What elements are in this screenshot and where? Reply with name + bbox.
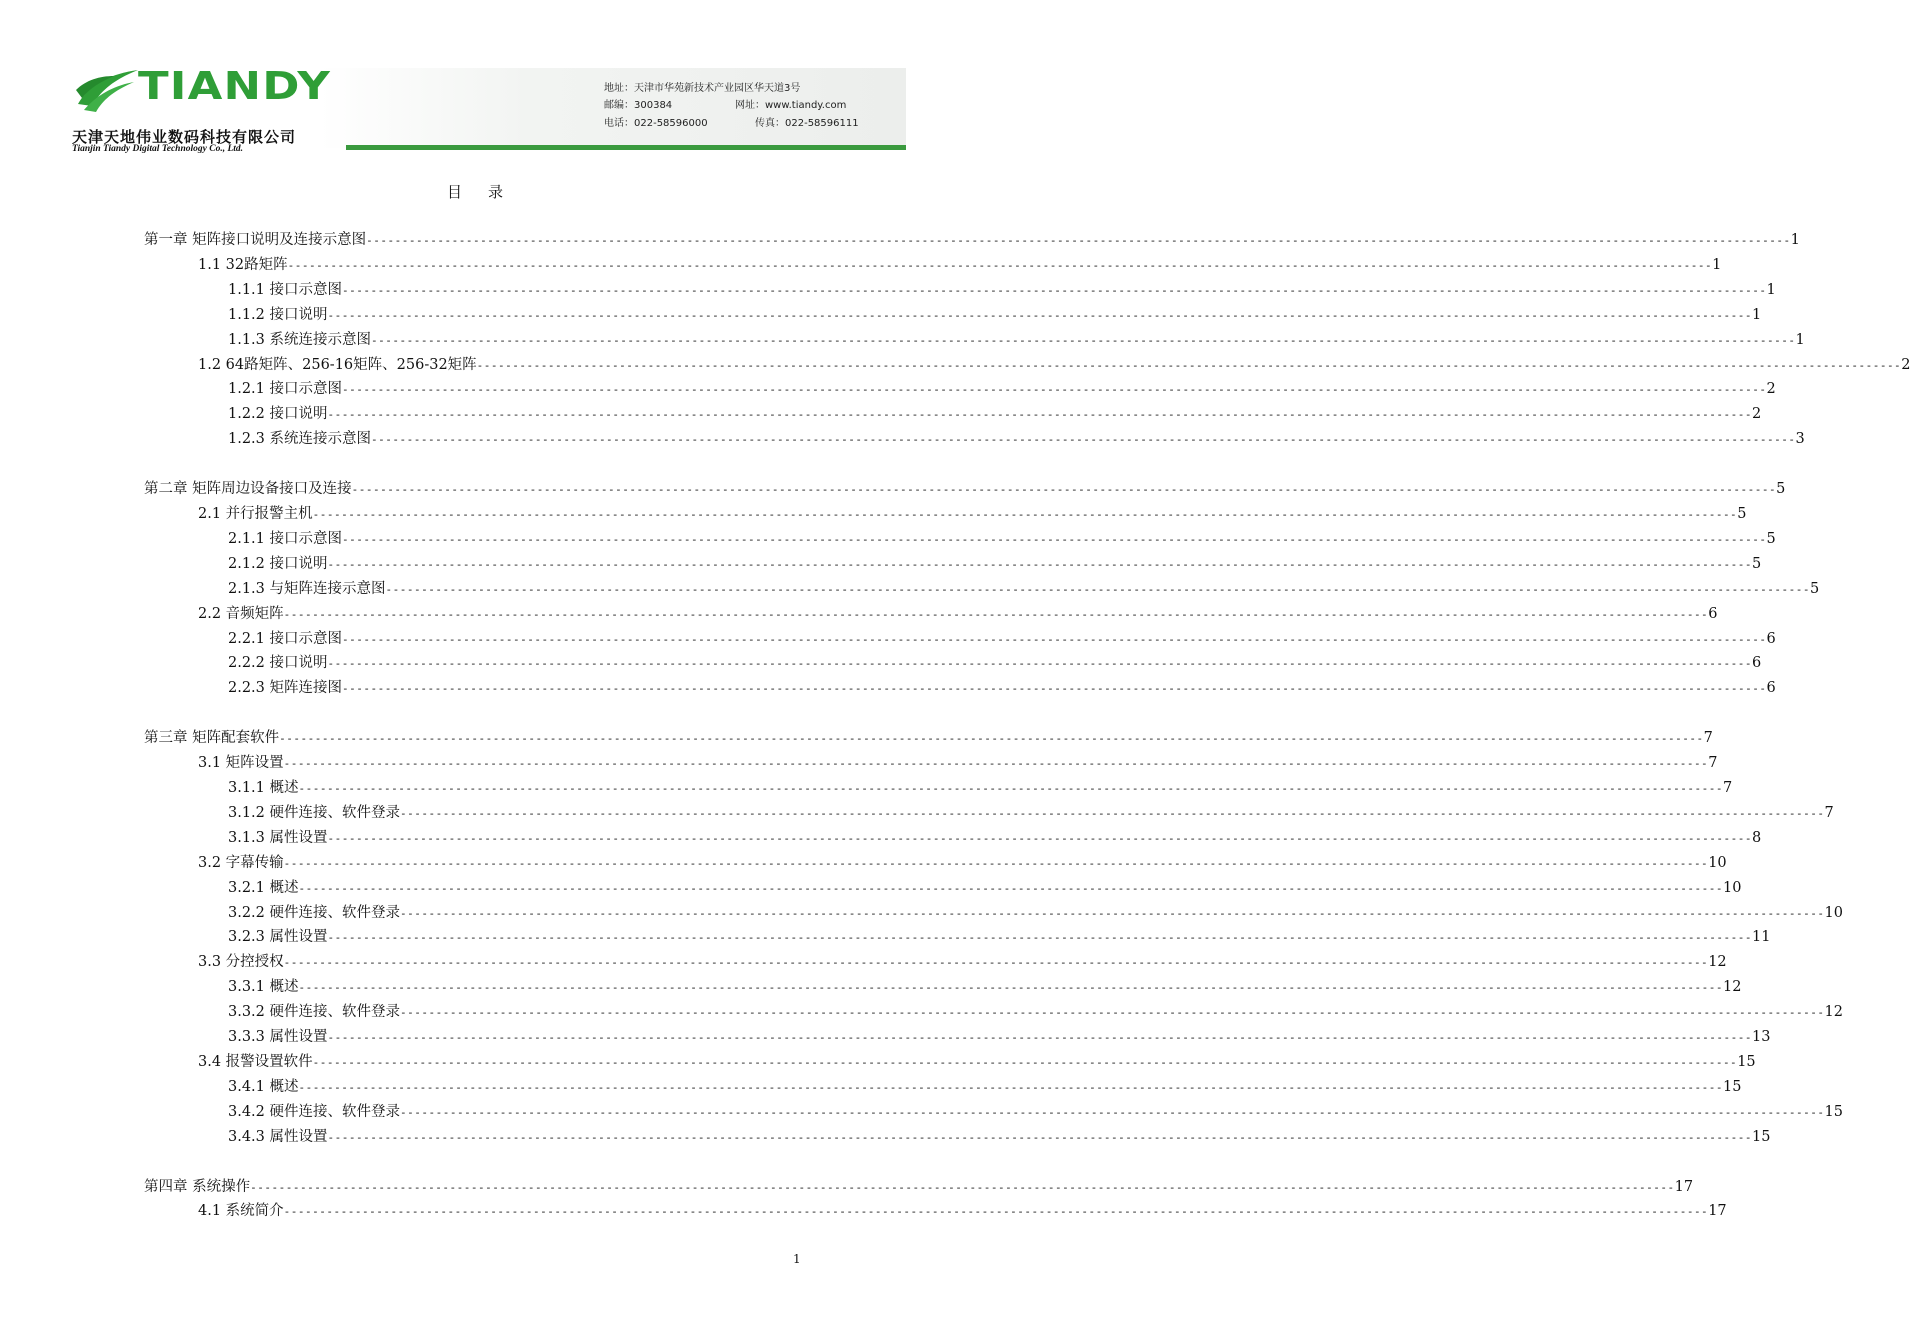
toc-entry-page: 6: [1766, 630, 1776, 647]
toc-dot-leader: --------------------------------------------------------------------------------------------------------------------------------------------------------------------------------------------------------: [298, 1080, 1724, 1094]
toc-entry-page: 6: [1766, 680, 1776, 697]
toc-entry-label: 第二章 矩阵周边设备接口及连接: [144, 481, 352, 498]
toc-subsection-entry[interactable]: [228, 828, 1762, 848]
toc-dot-leader: --------------------------------------------------------------------------------------------------------------------------------------------------------------------------------------------------------: [476, 358, 1902, 372]
toc-section-entry[interactable]: [198, 952, 1727, 972]
toc-entry-page: 15: [1824, 1103, 1843, 1120]
toc-entry-label: 3.4.3 属性设置: [228, 1128, 328, 1145]
toc-dot-leader: --------------------------------------------------------------------------------------------------------------------------------------------------------------------------------------------------------: [400, 1006, 1825, 1020]
toc-section-entry[interactable]: [198, 355, 1910, 375]
toc-dot-leader: --------------------------------------------------------------------------------------------------------------------------------------------------------------------------------------------------------: [371, 433, 1796, 447]
toc-entry-page: 2: [1752, 406, 1762, 423]
toc-dot-leader: --------------------------------------------------------------------------------------------------------------------------------------------------------------------------------------------------------: [342, 283, 1767, 297]
toc-entry-label: 2.2.3 矩阵连接图: [228, 680, 343, 697]
toc-dot-leader: --------------------------------------------------------------------------------------------------------------------------------------------------------------------------------------------------------: [327, 557, 1753, 571]
toc-entry-page: 10: [1824, 904, 1843, 921]
toc-subsection-entry[interactable]: [228, 629, 1776, 649]
toc-dot-leader: --------------------------------------------------------------------------------------------------------------------------------------------------------------------------------------------------------: [400, 1105, 1825, 1119]
toc-chapter-entry[interactable]: [144, 1177, 1694, 1197]
toc-entry-page: 8: [1752, 829, 1762, 846]
toc-entry-page: 7: [1824, 804, 1834, 821]
company-name-chinese: 天津天地伟业数码科技有限公司: [72, 128, 297, 146]
toc-dot-leader: --------------------------------------------------------------------------------------------------------------------------------------------------------------------------------------------------------: [312, 508, 1738, 521]
toc-section-entry[interactable]: [198, 753, 1718, 773]
toc-dot-leader: --------------------------------------------------------------------------------------------------------------------------------------------------------------------------------------------------------: [342, 383, 1767, 397]
toc-entry-label: 3.1.3 属性设置: [228, 829, 328, 846]
toc-entry-label: 1.2.2 接口说明: [228, 406, 328, 423]
toc-subsection-entry[interactable]: [228, 803, 1834, 823]
toc-dot-leader: --------------------------------------------------------------------------------------------------------------------------------------------------------------------------------------------------------: [283, 607, 1709, 621]
contact-fax: 传真：022-58596111: [755, 118, 859, 129]
toc-subsection-entry[interactable]: [228, 529, 1776, 549]
toc-dot-leader: --------------------------------------------------------------------------------------------------------------------------------------------------------------------------------------------------------: [279, 732, 1704, 746]
toc-dot-leader: --------------------------------------------------------------------------------------------------------------------------------------------------------------------------------------------------------: [400, 906, 1825, 920]
brand-wordmark: TIANDY: [138, 64, 332, 108]
toc-dot-leader: --------------------------------------------------------------------------------------------------------------------------------------------------------------------------------------------------------: [298, 782, 1724, 795]
toc-subsection-entry[interactable]: [228, 579, 1820, 599]
contact-address: 地址：天津市华苑新技术产业园区华天道3号: [604, 83, 801, 94]
toc-chapter-entry[interactable]: [144, 728, 1713, 748]
toc-subsection-entry[interactable]: [228, 330, 1805, 350]
toc-subsection-entry[interactable]: [228, 927, 1771, 947]
toc-entry-page: 12: [1708, 954, 1727, 971]
toc-subsection-entry[interactable]: [228, 305, 1762, 325]
toc-entry-page: 5: [1752, 555, 1762, 572]
toc-section-entry[interactable]: [198, 853, 1727, 873]
toc-dot-leader: --------------------------------------------------------------------------------------------------------------------------------------------------------------------------------------------------------: [327, 831, 1753, 845]
page-number: 1: [793, 1252, 801, 1266]
letterhead: [68, 64, 906, 154]
toc-dot-leader: --------------------------------------------------------------------------------------------------------------------------------------------------------------------------------------------------------: [327, 308, 1753, 322]
toc-entry-page: 12: [1824, 1004, 1843, 1021]
toc-entry-label: 1.1.3 系统连接示意图: [228, 331, 372, 348]
toc-entry-page: 15: [1723, 1078, 1742, 1095]
toc-dot-leader: --------------------------------------------------------------------------------------------------------------------------------------------------------------------------------------------------------: [250, 1180, 1675, 1194]
toc-dot-leader: --------------------------------------------------------------------------------------------------------------------------------------------------------------------------------------------------------: [283, 1205, 1709, 1219]
toc-subsection-entry[interactable]: [228, 1127, 1771, 1147]
toc-dot-leader: --------------------------------------------------------------------------------------------------------------------------------------------------------------------------------------------------------: [371, 333, 1796, 347]
contact-phone: 电话：022-58596000: [604, 118, 708, 129]
toc-subsection-entry[interactable]: [228, 379, 1776, 399]
toc-entry-label: 2.1.1 接口示意图: [228, 530, 343, 547]
toc-subsection-entry[interactable]: [228, 404, 1762, 424]
toc-dot-leader: --------------------------------------------------------------------------------------------------------------------------------------------------------------------------------------------------------: [342, 682, 1767, 696]
toc-dot-leader: --------------------------------------------------------------------------------------------------------------------------------------------------------------------------------------------------------: [342, 632, 1767, 646]
toc-entry-label: 3.1.1 概述: [228, 780, 299, 796]
toc-entry-page: 10: [1723, 879, 1742, 896]
toc-entry-label: 4.1 系统简介: [198, 1203, 284, 1220]
contact-website: 网址：www.tiandy.com: [735, 100, 847, 111]
toc-dot-leader: --------------------------------------------------------------------------------------------------------------------------------------------------------------------------------------------------------: [327, 657, 1753, 671]
toc-entry-label: 2.1.2 接口说明: [228, 555, 328, 572]
toc-entry-page: 17: [1708, 1203, 1727, 1220]
toc-entry-label: 1.1.1 接口示意图: [228, 281, 343, 298]
toc-entry-label: 1.2.3 系统连接示意图: [228, 431, 372, 448]
toc-dot-leader: --------------------------------------------------------------------------------------------------------------------------------------------------------------------------------------------------------: [327, 1031, 1753, 1044]
toc-entry-page: 6: [1752, 655, 1762, 672]
toc-dot-leader: --------------------------------------------------------------------------------------------------------------------------------------------------------------------------------------------------------: [283, 757, 1709, 771]
toc-entry-page: 7: [1708, 755, 1718, 772]
toc-subsection-entry[interactable]: [228, 554, 1762, 574]
toc-dot-leader: --------------------------------------------------------------------------------------------------------------------------------------------------------------------------------------------------------: [283, 856, 1709, 870]
toc-entry-page: 5: [1810, 580, 1820, 597]
toc-entry-page: 15: [1752, 1128, 1771, 1145]
toc-entry-label: 3.1.2 硬件连接、软件登录: [228, 804, 401, 821]
toc-entry-label: 3.2.1 概述: [228, 879, 299, 896]
toc-entry-page: 5: [1737, 506, 1747, 522]
toc-entry-page: 10: [1708, 854, 1727, 871]
header-divider: [346, 145, 906, 150]
toc-section-entry[interactable]: [198, 255, 1722, 275]
toc-subsection-entry[interactable]: [228, 429, 1805, 449]
toc-entry-page: 1: [1766, 281, 1776, 298]
toc-entry-label: 2.1 并行报警主机: [198, 506, 313, 522]
toc-entry-label: 3.4.2 硬件连接、软件登录: [228, 1103, 401, 1120]
toc-dot-leader: --------------------------------------------------------------------------------------------------------------------------------------------------------------------------------------------------------: [312, 1055, 1738, 1069]
toc-entry-label: 2.2.2 接口说明: [228, 655, 328, 672]
toc-entry-label: 1.1.2 接口说明: [228, 306, 328, 323]
toc-chapter-entry[interactable]: [144, 230, 1800, 250]
toc-entry-page: 7: [1703, 730, 1713, 747]
toc-entry-page: 1: [1712, 256, 1722, 273]
toc-entry-label: 第三章 矩阵配套软件: [144, 730, 280, 747]
toc-entry-label: 3.3.3 属性设置: [228, 1029, 328, 1045]
toc-entry-label: 2.1.3 与矩阵连接示意图: [228, 580, 386, 597]
toc-section-entry[interactable]: [198, 604, 1718, 624]
toc-entry-page: 1: [1790, 232, 1800, 248]
toc-subsection-entry[interactable]: [228, 280, 1776, 300]
toc-dot-leader: --------------------------------------------------------------------------------------------------------------------------------------------------------------------------------------------------------: [400, 806, 1825, 820]
toc-entry-page: 13: [1752, 1029, 1771, 1045]
toc-dot-leader: --------------------------------------------------------------------------------------------------------------------------------------------------------------------------------------------------------: [342, 532, 1767, 546]
toc-entry-label: 2.2.1 接口示意图: [228, 630, 343, 647]
toc-entry-label: 3.4 报警设置软件: [198, 1053, 313, 1070]
toc-entry-page: 5: [1766, 530, 1776, 547]
toc-subsection-entry[interactable]: [228, 778, 1733, 798]
toc-dot-leader: --------------------------------------------------------------------------------------------------------------------------------------------------------------------------------------------------------: [283, 956, 1709, 970]
toc-entry-page: 6: [1708, 605, 1718, 622]
toc-subsection-entry[interactable]: [228, 653, 1762, 673]
toc-entry-label: 3.3.2 硬件连接、软件登录: [228, 1004, 401, 1021]
toc-entry-page: 2: [1766, 381, 1776, 398]
toc-dot-leader: --------------------------------------------------------------------------------------------------------------------------------------------------------------------------------------------------------: [385, 582, 1811, 596]
toc-section-entry[interactable]: [198, 1052, 1756, 1072]
toc-entry-page: 11: [1752, 929, 1771, 946]
toc-entry-label: 3.3.1 概述: [228, 979, 299, 996]
toc-entry-page: 5: [1776, 481, 1786, 498]
toc-entry-page: 2: [1901, 356, 1910, 373]
tiandy-leaf-logo-icon: [74, 66, 140, 114]
toc-entry-label: 第四章 系统操作: [144, 1178, 251, 1195]
toc-entry-label: 第一章 矩阵接口说明及连接示意图: [144, 232, 367, 248]
toc-dot-leader: --------------------------------------------------------------------------------------------------------------------------------------------------------------------------------------------------------: [366, 234, 1791, 247]
toc-entry-label: 1.2.1 接口示意图: [228, 381, 343, 398]
toc-subsection-entry[interactable]: [228, 977, 1742, 997]
toc-dot-leader: --------------------------------------------------------------------------------------------------------------------------------------------------------------------------------------------------------: [287, 258, 1713, 272]
company-name-english: Tianjin Tiandy Digital Technology Co., Ltd.: [72, 144, 244, 154]
toc-dot-leader: --------------------------------------------------------------------------------------------------------------------------------------------------------------------------------------------------------: [327, 408, 1753, 422]
toc-subsection-entry[interactable]: [228, 1002, 1843, 1022]
toc-dot-leader: --------------------------------------------------------------------------------------------------------------------------------------------------------------------------------------------------------: [351, 483, 1777, 497]
toc-entry-page: 7: [1723, 780, 1733, 796]
toc-title: 目录: [446, 183, 529, 201]
toc-subsection-entry[interactable]: [228, 903, 1843, 923]
toc-entry-page: 15: [1737, 1053, 1756, 1070]
toc-dot-leader: --------------------------------------------------------------------------------------------------------------------------------------------------------------------------------------------------------: [298, 981, 1724, 995]
toc-entry-label: 2.2 音频矩阵: [198, 605, 284, 622]
toc-section-entry[interactable]: [198, 1201, 1727, 1221]
toc-dot-leader: --------------------------------------------------------------------------------------------------------------------------------------------------------------------------------------------------------: [327, 1130, 1753, 1144]
toc-entry-label: 3.2.2 硬件连接、软件登录: [228, 904, 401, 921]
toc-entry-label: 3.1 矩阵设置: [198, 755, 284, 772]
toc-subsection-entry[interactable]: [228, 1102, 1843, 1122]
toc-subsection-entry[interactable]: [228, 1077, 1742, 1097]
toc-dot-leader: --------------------------------------------------------------------------------------------------------------------------------------------------------------------------------------------------------: [298, 881, 1724, 895]
toc-entry-page: 12: [1723, 979, 1742, 996]
toc-entry-page: 3: [1795, 431, 1805, 448]
toc-entry-page: 17: [1674, 1178, 1694, 1195]
toc-entry-label: 3.4.1 概述: [228, 1078, 299, 1095]
toc-dot-leader: --------------------------------------------------------------------------------------------------------------------------------------------------------------------------------------------------------: [327, 931, 1753, 945]
toc-entry-label: 3.2.3 属性设置: [228, 929, 328, 946]
toc-entry-page: 1: [1795, 331, 1805, 348]
toc-entry-label: 3.2 字幕传输: [198, 854, 284, 871]
toc-entry-page: 1: [1752, 306, 1762, 323]
toc-entry-label: 3.3 分控授权: [198, 954, 284, 971]
toc-section-entry[interactable]: [198, 504, 1747, 524]
toc-subsection-entry[interactable]: [228, 1027, 1771, 1047]
toc-chapter-entry[interactable]: [144, 479, 1786, 499]
toc-subsection-entry[interactable]: [228, 678, 1776, 698]
toc-entry-label: 1.2 64路矩阵、256-16矩阵、256-32矩阵: [198, 356, 477, 373]
toc-subsection-entry[interactable]: [228, 878, 1742, 898]
contact-postcode: 邮编：300384: [604, 100, 673, 111]
toc-entry-label: 1.1 32路矩阵: [198, 256, 288, 273]
